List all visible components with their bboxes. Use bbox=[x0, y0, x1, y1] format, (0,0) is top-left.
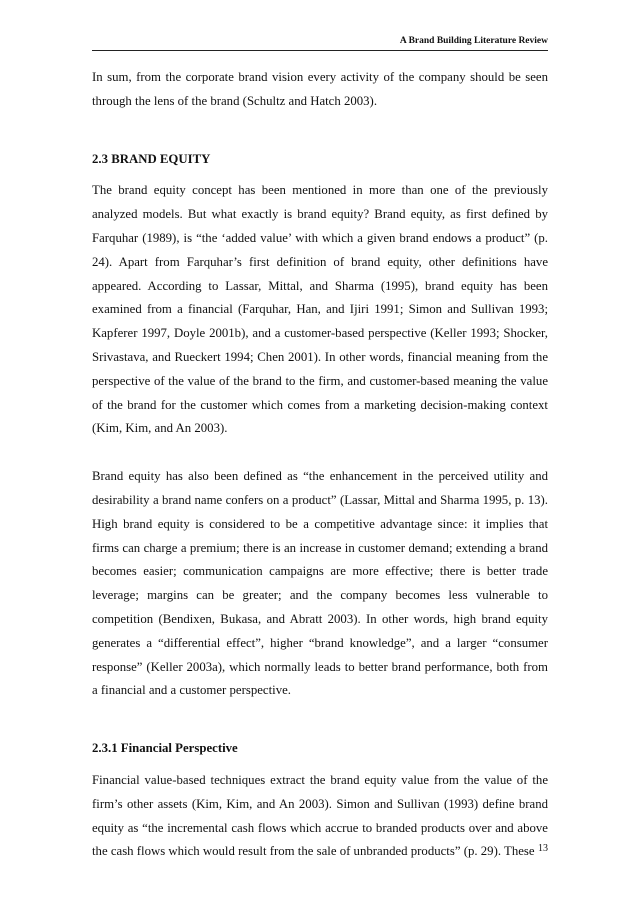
page-number: 13 bbox=[538, 843, 548, 854]
subsection-heading: 2.3.1 Financial Perspective bbox=[92, 741, 238, 756]
body-paragraph-1: The brand equity concept has been mentioned in more than one of the previously analyzed models. But what exactly is brand equity? Brand equity, as first defined by Farquhar (1989), is “the ‘added value’ with which a given brand endows a product” (p. 24). Apart from Farquhar’s first definition of brand equity, other definitions have appeared. According to Lassar, Mittal, and Sharma (1995), brand equity has been examined from a financial (Farquhar, Han, and Ijiri 1991; Simon and Sullivan 1993; Kapferer 1997, Doyle 2001b), and a customer-based perspective (Keller 1993; Shocker, Srivastava, and Rueckert 1994; Chen 2001). In other words, financial meaning from the perspective of the value of the brand to the firm, and customer-based meaning the value of the brand for the customer which comes from a marketing decision-making context (Kim, Kim, and An 2003). bbox=[92, 183, 548, 436]
header-rule bbox=[92, 50, 548, 51]
section-heading: 2.3 BRAND EQUITY bbox=[92, 151, 211, 166]
running-header: A Brand Building Literature Review bbox=[399, 36, 548, 46]
body-paragraph-2: Brand equity has also been defined as “the enhancement in the perceived utility and desirability a brand name confers on a product” (Lassar, Mittal and Sharma 1995, p. 13). High brand equity is considered to be a competitive advantage since: it implies that firms can charge a premium; there is an increase in customer demand; extending a brand becomes easier; communication campaigns are more effective; there is better trade leverage; margins can be greater; and the company becomes less vulnerable to competition (Bendixen, Bukasa, and Abratt 2003). In other words, high brand equity generates a “differential effect”, higher “brand knowledge”, and a larger “consumer response” (Keller 2003a), which normally leads to better brand performance, both from a financial and a customer perspective. bbox=[92, 469, 548, 698]
intro-paragraph: In sum, from the corporate brand vision every activity of the company should be seen through the lens of the brand (Schultz and Hatch 2003). bbox=[92, 70, 548, 108]
page-body bbox=[92, 66, 548, 864]
body-paragraph-3: Financial value-based techniques extract the brand equity value from the value of the firm’s other assets (Kim, Kim, and An 2003). Simon and Sullivan (1993) define brand equity as “the incremental cash flows which accrue to branded products over and above the cash flows which would result from the sale of unbranded products” (p. 29). These bbox=[92, 772, 548, 859]
